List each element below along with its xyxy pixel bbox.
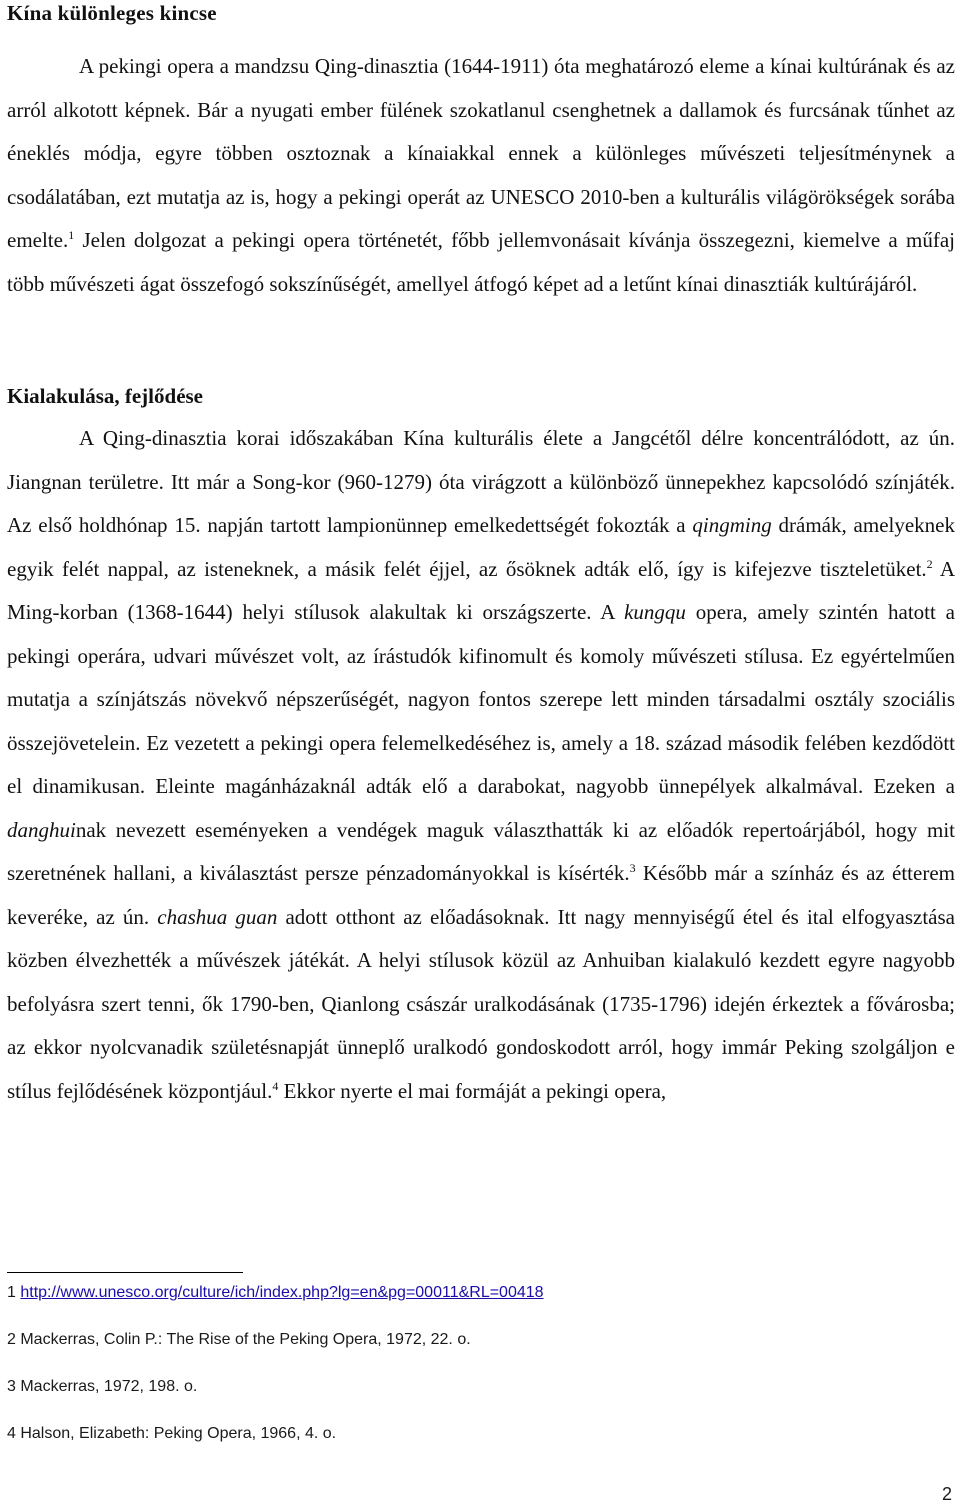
footnotes: [7, 1281, 907, 1469]
footnote-1-number: 1: [7, 1284, 16, 1301]
section-paragraph: [7, 417, 955, 1113]
footnote-ref-4[interactable]: 4: [272, 1078, 279, 1093]
intro-text-1: A pekingi opera a mandzsu Qing-dinasztia (1644-1911) óta meghatározó eleme a kínai kultúrának és az arról alkotott képnek. Bár a nyugati ember fülének szokatlanul csenghetnek a dallamok és furcsának tűnhet az éneklés módja, egyre többen osztoznak a kínaiakkal ennek a különleges művészeti teljesítménynek a csodálatában, ezt mutatja az is, hogy a pekingi operát az UNESCO 2010-ben a kulturális világörökségek sorába emelte.: [7, 54, 955, 252]
intro-paragraph: [7, 45, 955, 306]
term-chashua-guan: chashua guan: [157, 904, 278, 929]
intro-text-2: Jelen dolgozat a pekingi opera történetét, főbb jellemvonásait kívánja összegezni, kiemelve a műfaj több művészeti ágat összefogó sokszínűségét, amellyel átfogó képet ad a letűnt kínai dinasztiák kultúrájáról.: [7, 228, 955, 296]
footnote-1-link[interactable]: http://www.unesco.org/culture/ich/index.php?lg=en&pg=00011&RL=00418: [20, 1284, 544, 1301]
section-text-1: A Qing-dinasztia korai időszakában Kína kulturális élete a Jangcétől délre koncentrálódott, az ún. Jiangnan területre. Itt már a Song-kor (960-1279) óta virágzott a különböző ünnepekhez kapcsolódó színjáték. Az első holdhónap 15. napján tartott lampionünnep emelkedettségét fokozták a: [7, 426, 955, 537]
footnote-2: 2 Mackerras, Colin P.: The Rise of the Peking Opera, 1972, 22. o.: [7, 1331, 471, 1348]
section-text-4: opera, amely szintén hatott a pekingi operára, udvari művészet volt, az írástudók kifinomult és komoly művészeti stílusa. Ez egyértelműen mutatja a színjátszás növekvő népszerűségét, nagyon fontos szerepe lett minden társadalmi osztály szociális összejövetelein. Ez vezetett a pekingi opera felemelkedéséhez is, amely a 18. század második felében kezdődött el dinamikusan. Eleinte magánházaknál adták elő a darabokat, nagyobb ünnepélyek alkalmával. Ezeken a: [7, 600, 955, 798]
section-text-7: adott otthont az előadásoknak. Itt nagy mennyiségű étel és ital elfogyasztása közben élvezhették a művészek játékát. A helyi stílusok közül az Anhuiban kialakuló kezdett egyre nagyobb befolyásra szert tenni, ők 1790-ben, Qianlong császár uralkodásának (1735-1796) idején érkeztek a fővárosba; az ekkor nyolcvanadik születésnapját ünneplő uralkodó gondoskodott arról, hogy immár Peking szolgáljon e stílus fejlődésének központjául.: [7, 904, 955, 1103]
section-heading: Kialakulása, fejlődése: [7, 384, 204, 408]
section-text-5: nak nevezett eseményeken a vendégek maguk választhatták ki az előadók repertoárjából, hogy mit szeretnének hallani, a kiválasztást persze pénzadományokkal is kísérték.: [7, 817, 955, 885]
section-text-8: Ekkor nyerte el mai formáját a pekingi opera,: [278, 1078, 667, 1103]
term-qingming: qingming: [692, 513, 772, 537]
footnote-ref-1[interactable]: 1: [68, 228, 75, 242]
section-text-3: A Ming-korban (1368-1644) helyi stílusok alakultak ki országszerte. A: [7, 556, 955, 624]
footnote-3: 3 Mackerras, 1972, 198. o.: [7, 1378, 198, 1395]
page-number: 2: [941, 1484, 952, 1504]
footnote-ref-3[interactable]: 3: [629, 861, 636, 875]
footnote-ref-2[interactable]: 2: [926, 556, 933, 571]
document-title: Kína különleges kincse: [7, 1, 217, 25]
footnote-separator: [7, 1272, 243, 1273]
footnote-1: [7, 1281, 907, 1305]
section-text-2: drámák, amelyeknek egyik felét nappal, az isteneknek, a másik felét éjjel, az ősöknek adták elő, így is kifejezve tiszteletüket.: [7, 513, 955, 581]
footnote-4: 4 Halson, Elizabeth: Peking Opera, 1966, 4. o.: [7, 1425, 337, 1442]
term-danghui: danghui: [7, 817, 76, 842]
term-kungqu: kungqu: [624, 600, 686, 624]
section-text-6: Később már a színház és az étterem keveréke, az ún.: [7, 861, 955, 929]
